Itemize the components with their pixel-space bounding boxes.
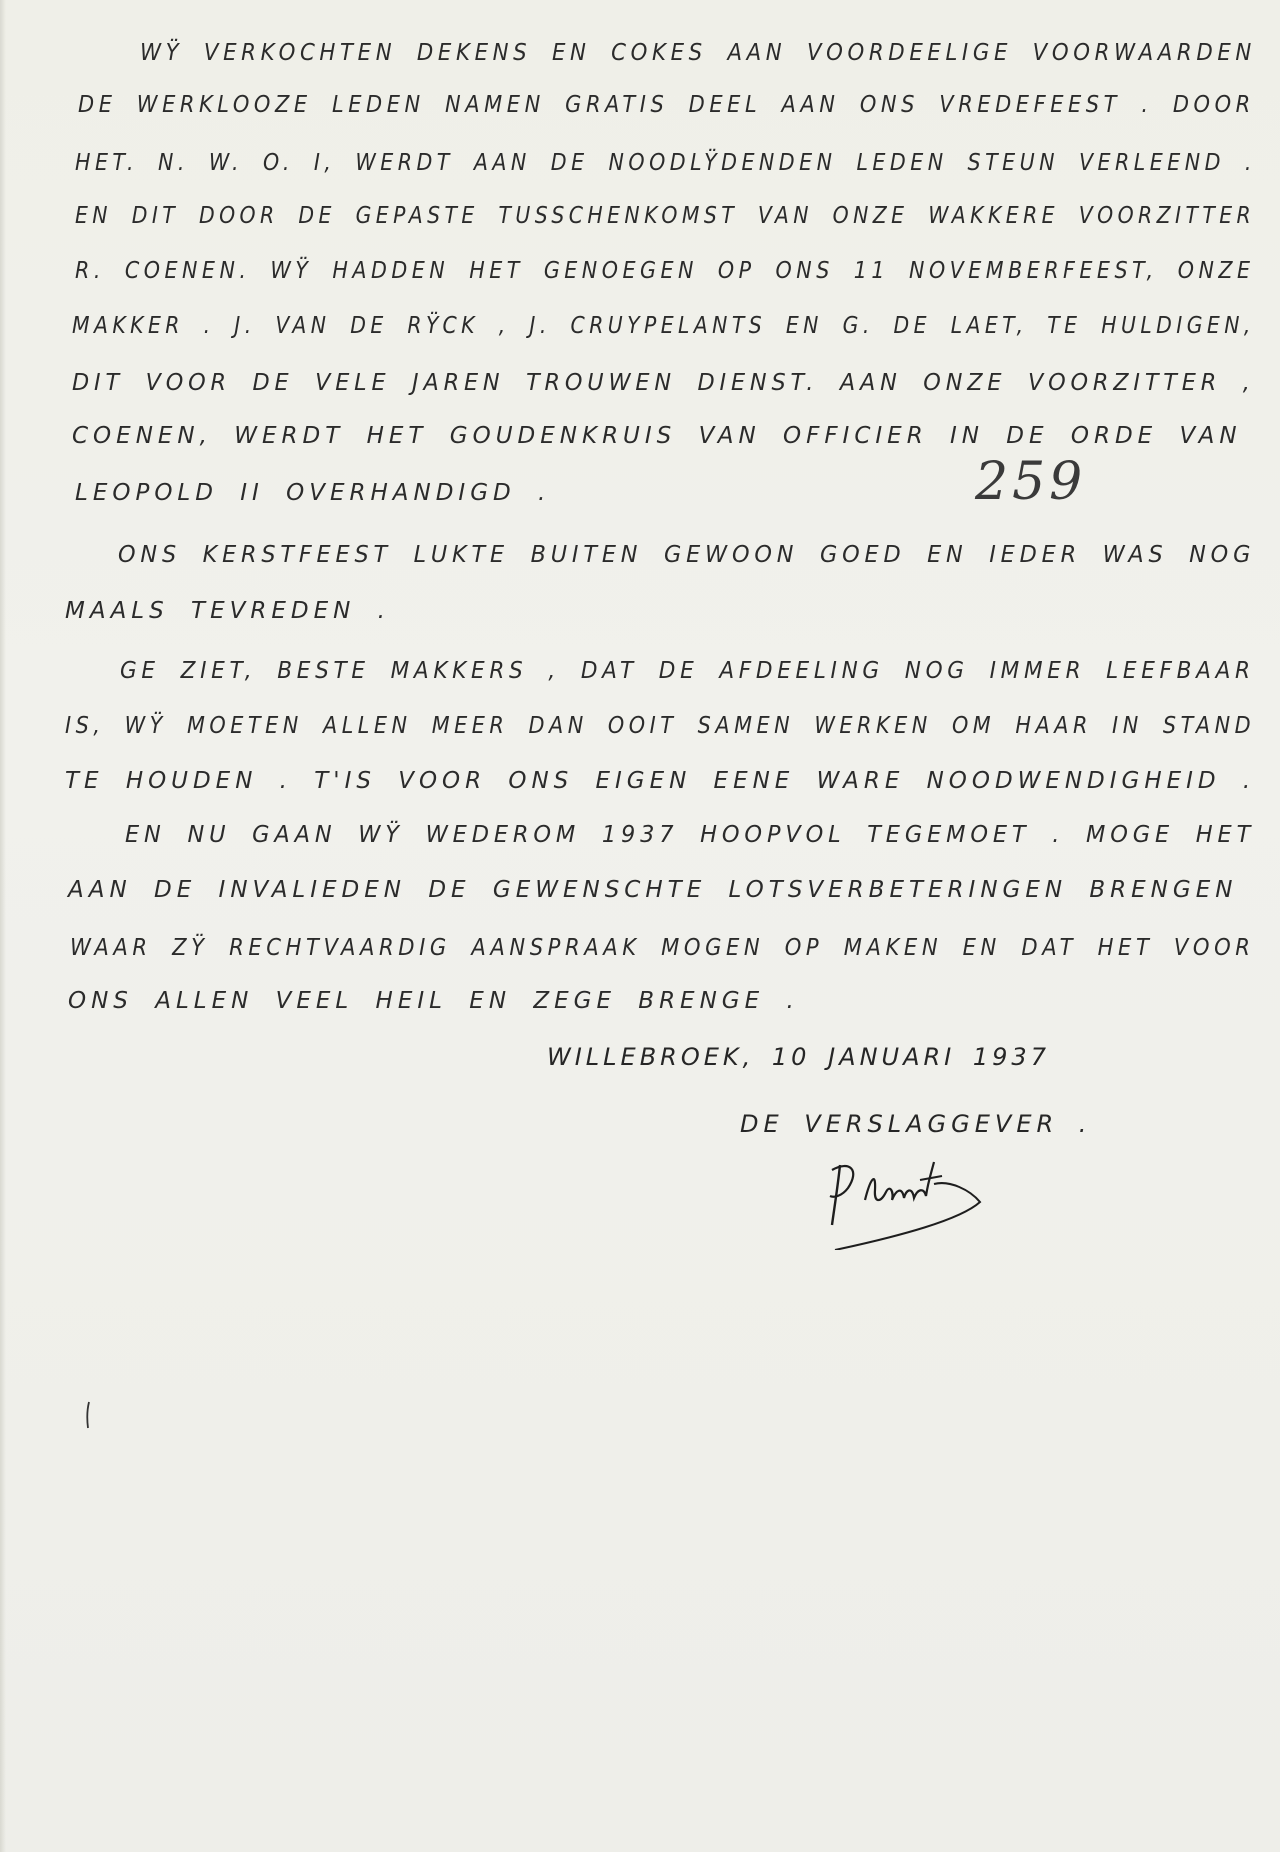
text-line-4: EN DIT DOOR DE GEPASTE TUSSCHENKOMST VAN ONZE WAKKERE VOORZITTER	[75, 203, 1256, 229]
reporter-title: DE VERSLAGGEVER .	[740, 1110, 1092, 1138]
text-line-14: TE HOUDEN . T'IS VOOR ONS EIGEN EENE WARE NOODWENDIGHEID .	[65, 768, 1256, 794]
text-line-7: DIT VOOR DE VELE JAREN TROUWEN DIENST. AAN ONZE VOORZITTER ,	[72, 370, 1255, 396]
text-line-1: WŸ VERKOCHTEN DEKENS EN COKES AAN VOORDEELIGE VOORWAARDEN	[140, 40, 1256, 66]
text-line-15: EN NU GAAN WŸ WEDEROM 1937 HOOPVOL TEGEMOET . MOGE HET	[125, 822, 1256, 848]
place-date: WILLEBROEK, 10 JANUARI 1937	[547, 1043, 1050, 1071]
text-line-12: GE ZIET, BESTE MAKKERS , DAT DE AFDEELING NOG IMMER LEEFBAAR	[120, 658, 1255, 684]
text-line-5: R. COENEN. WŸ HADDEN HET GENOEGEN OP ONS 11 NOVEMBERFEEST, ONZE	[75, 258, 1255, 284]
text-line-9: LEOPOLD II OVERHANDIGD .	[75, 480, 551, 506]
text-line-11: MAALS TEVREDEN .	[65, 598, 390, 624]
text-line-18: ONS ALLEN VEEL HEIL EN ZEGE BRENGE .	[68, 988, 799, 1014]
text-line-17: WAAR ZŸ RECHTVAARDIG AANSPRAAK MOGEN OP MAKEN EN DAT HET VOOR	[70, 935, 1255, 961]
text-line-6: MAKKER . J. VAN DE RŸCK , J. CRUYPELANTS EN G. DE LAET, TE HULDIGEN,	[72, 313, 1255, 339]
text-line-13: IS, WŸ MOETEN ALLEN MEER DAN OOIT SAMEN WERKEN OM HAAR IN STAND	[65, 713, 1256, 739]
page-number: 259	[975, 452, 1087, 512]
text-line-3: HET. N. W. O. I, WERDT AAN DE NOODLŸDENDEN LEDEN STEUN VERLEEND .	[75, 150, 1256, 176]
text-line-10: ONS KERSTFEEST LUKTE BUITEN GEWOON GOED EN IEDER WAS NOG	[118, 542, 1256, 568]
text-line-2: DE WERKLOOZE LEDEN NAMEN GRATIS DEEL AAN ONS VREDEFEEST . DOOR	[78, 92, 1255, 118]
signature-image	[820, 1140, 1000, 1250]
text-line-8: COENEN, WERDT HET GOUDENKRUIS VAN OFFICIER IN DE ORDE VAN	[72, 423, 1242, 449]
paper-edge	[0, 0, 6, 1852]
stray-mark	[86, 1400, 90, 1430]
text-line-16: AAN DE INVALIEDEN DE GEWENSCHTE LOTSVERBETERINGEN BRENGEN	[68, 877, 1238, 903]
